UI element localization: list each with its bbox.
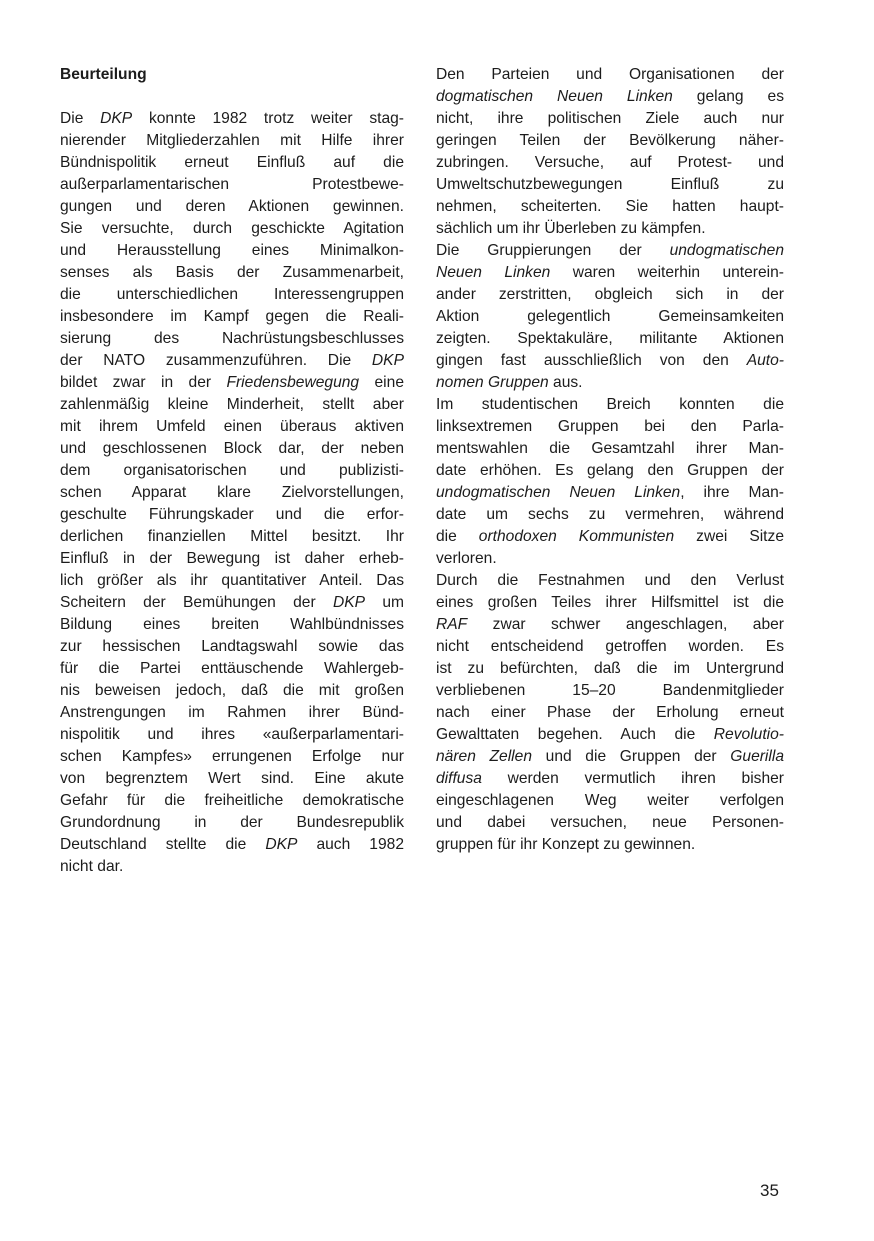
text-span: gungen und deren Aktionen gewinnen. [60, 198, 404, 215]
text-span: gingen fast ausschließlich von den [436, 352, 747, 369]
text-line [436, 350, 784, 372]
text-span: nis beweisen jedoch, daß die mit großen [60, 682, 404, 699]
text-line [436, 64, 784, 86]
text-line [436, 284, 784, 306]
text-line [436, 702, 784, 724]
text-line [60, 702, 404, 724]
text-line [436, 86, 784, 108]
text-span: sierung des Nachrüstungsbeschlusses [60, 330, 404, 347]
text-line [436, 724, 784, 746]
text-span: bildet zwar in der [60, 374, 227, 391]
text-span: konnte 1982 trotz weiter stag- [132, 110, 404, 127]
text-line [436, 240, 784, 262]
page-number: 35 [760, 1181, 779, 1200]
italic-term: dogmatischen Neuen Linken [436, 88, 673, 105]
text-line [60, 680, 404, 702]
text-line [436, 460, 784, 482]
text-span: insbesondere im Kampf gegen die Reali- [60, 308, 404, 325]
text-line [436, 262, 784, 284]
text-span: Grundordnung in der Bundesrepublik [60, 814, 404, 831]
text-line [436, 768, 784, 790]
text-span: eine [359, 374, 404, 391]
text-span: zwar schwer angeschlagen, aber [467, 616, 784, 633]
text-span: die [436, 528, 479, 545]
text-span: nehmen, scheiterten. Sie hatten haupt- [436, 198, 784, 215]
text-span: verbliebenen 15–20 Bandenmitglieder [436, 682, 784, 699]
text-line [60, 526, 404, 548]
text-span: Durch die Festnahmen und den Verlust [436, 572, 784, 589]
text-line [60, 812, 404, 834]
right-column-text [436, 64, 784, 856]
text-span: um [365, 594, 404, 611]
text-span: zahlenmäßig kleine Minderheit, stellt aber [60, 396, 404, 413]
text-span: zur hessischen Landtagswahl sowie das [60, 638, 404, 655]
text-line [60, 196, 404, 218]
italic-term: orthodoxen Kommunisten [478, 528, 675, 545]
text-span: und Herausstellung eines Minimalkon- [60, 242, 404, 259]
text-line [436, 636, 784, 658]
text-line [436, 504, 784, 526]
text-line [60, 262, 404, 284]
text-span: und die Gruppen der [532, 748, 731, 765]
text-line [60, 636, 404, 658]
text-line [60, 350, 404, 372]
text-line [60, 614, 404, 636]
italic-term: RAF [436, 616, 468, 633]
text-line [60, 482, 404, 504]
left-column-text [60, 108, 404, 878]
section-heading: Beurteilung [60, 66, 147, 83]
text-line [436, 306, 784, 328]
text-span: Die Gruppierungen der [436, 242, 670, 259]
text-span: , ihre Man- [680, 484, 784, 501]
text-span: senses als Basis der Zusammenarbeit, [60, 264, 404, 281]
text-span: ist zu befürchten, daß die im Untergrund [436, 660, 784, 677]
text-span: lich größer als ihr quantitativer Anteil. Das [60, 572, 404, 589]
text-line [60, 438, 404, 460]
text-span: schen Apparat klare Zielvorstellungen, [60, 484, 404, 501]
text-line [60, 130, 404, 152]
text-span: Im studentischen Breich konnten die [436, 396, 784, 413]
text-line [436, 438, 784, 460]
text-span: werden vermutlich ihren bisher [481, 770, 784, 787]
text-line [436, 526, 784, 548]
text-span: zeigten. Spektakuläre, militante Aktionen [436, 330, 784, 347]
text-line [436, 196, 784, 218]
text-span: mentswahlen die Gesamtzahl ihrer Man- [436, 440, 784, 457]
text-span: dem organisatorischen und publizisti- [60, 462, 404, 479]
text-span: gelang es [672, 88, 784, 105]
text-span: verloren. [436, 550, 497, 567]
right-column [436, 64, 784, 856]
text-span: geringen Teilen der Bevölkerung näher- [436, 132, 784, 149]
text-span: eingeschlagenen Weg weiter verfolgen [436, 792, 784, 809]
text-span: Einfluß in der Bewegung ist daher erheb- [60, 550, 404, 567]
text-line [60, 394, 404, 416]
text-line [436, 658, 784, 680]
text-span: gruppen für ihr Konzept zu gewinnen. [436, 836, 696, 853]
text-line [436, 130, 784, 152]
italic-term: DKP [332, 594, 366, 611]
text-line [436, 218, 784, 240]
text-line [60, 548, 404, 570]
text-span: nach einer Phase der Erholung erneut [436, 704, 784, 721]
text-span: Scheitern der Bemühungen der [60, 594, 333, 611]
text-span: schen Kampfes» errungenen Erfolge nur [60, 748, 404, 765]
text-line [436, 548, 784, 570]
text-span: nierender Mitgliederzahlen mit Hilfe ihrer [60, 132, 404, 149]
text-span: aus. [548, 374, 583, 391]
text-span: sächlich um ihr Überleben zu kämpfen. [436, 220, 706, 237]
text-span: für die Partei enttäuschende Wahlergeb- [60, 660, 404, 677]
text-line [436, 174, 784, 196]
left-column [60, 64, 404, 878]
text-line [436, 570, 784, 592]
text-line [60, 856, 404, 878]
text-span: und dabei versuchen, neue Personen- [436, 814, 784, 831]
text-span: eines großen Teiles ihrer Hilfsmittel ist die [436, 594, 784, 611]
text-span: derlichen finanziellen Mittel besitzt. Ihr [60, 528, 404, 545]
text-span: Umweltschutzbewegungen Einfluß zu [436, 176, 784, 193]
text-span: zwei Sitze [674, 528, 784, 545]
italic-term: nären Zellen [436, 748, 532, 765]
text-span: Deutschland stellte die [60, 836, 266, 853]
text-span: nicht, ihre politischen Ziele auch nur [436, 110, 784, 127]
text-line [60, 460, 404, 482]
text-line [436, 812, 784, 834]
italic-term: DKP [100, 110, 133, 127]
text-span: mit ihrem Umfeld einen überaus aktiven [60, 418, 404, 435]
text-span: nicht dar. [60, 858, 124, 875]
text-span: und geschlossenen Block dar, der neben [60, 440, 404, 457]
text-line [436, 328, 784, 350]
text-line [60, 504, 404, 526]
text-span: waren weiterhin unterein- [550, 264, 784, 281]
text-line [436, 416, 784, 438]
text-span: zubringen. Versuche, auf Protest- und [436, 154, 784, 171]
text-line [60, 724, 404, 746]
text-span: ander zerstritten, obgleich sich in der [436, 286, 784, 303]
text-line [436, 834, 784, 856]
text-span: Bündnispolitik erneut Einfluß auf die [60, 154, 404, 171]
text-line [436, 394, 784, 416]
italic-term: diffusa [436, 770, 482, 787]
text-span: linksextremen Gruppen bei den Parla- [436, 418, 784, 435]
text-span: von begrenztem Wert sind. Eine akute [60, 770, 404, 787]
text-line [60, 570, 404, 592]
text-span: Aktion gelegentlich Gemeinsamkeiten [436, 308, 784, 325]
text-span: außerparlamentarischen Protestbewe- [60, 176, 404, 193]
text-span: geschulte Führungskader und die erfor- [60, 506, 404, 523]
text-span: Anstrengungen im Rahmen ihrer Bünd- [60, 704, 404, 721]
text-span: auch 1982 [297, 836, 404, 853]
italic-term: DKP [265, 836, 298, 853]
text-line [60, 372, 404, 394]
text-line [436, 614, 784, 636]
text-span: Bildung eines breiten Wahlbündnisses [60, 616, 404, 633]
italic-term: undogmatischen Neuen Linken [436, 484, 681, 501]
text-line [60, 768, 404, 790]
text-span: Den Parteien und Organisationen der [436, 66, 784, 83]
italic-term: nomen Gruppen [436, 374, 549, 391]
text-line [60, 240, 404, 262]
text-line [436, 592, 784, 614]
text-line [436, 790, 784, 812]
text-span: Die [60, 110, 101, 127]
text-line [60, 108, 404, 130]
text-line [60, 174, 404, 196]
text-span: die unterschiedlichen Interessengruppen [60, 286, 404, 303]
italic-term: Revolutio- [713, 726, 784, 743]
text-span: date erhöhen. Es gelang den Gruppen der [436, 462, 784, 479]
text-line [436, 680, 784, 702]
italic-term: undogmatischen [669, 242, 784, 259]
text-line [60, 790, 404, 812]
text-line [60, 218, 404, 240]
text-line [60, 592, 404, 614]
text-span: Gewalttaten begehen. Auch die [436, 726, 714, 743]
text-line [60, 416, 404, 438]
text-span: der NATO zusammenzuführen. Die [60, 352, 372, 369]
text-line [436, 746, 784, 768]
italic-term: DKP [371, 352, 404, 369]
text-line [60, 306, 404, 328]
text-line [60, 328, 404, 350]
text-span: nicht entscheidend getroffen worden. Es [436, 638, 784, 655]
text-span: date um sechs zu vermehren, während [436, 506, 784, 523]
text-line [60, 746, 404, 768]
text-span: Gefahr für die freiheitliche demokratische [60, 792, 404, 809]
text-line [60, 284, 404, 306]
italic-term: Guerilla [730, 748, 784, 765]
text-line [436, 372, 784, 394]
text-line [60, 152, 404, 174]
text-line [436, 108, 784, 130]
italic-term: Neuen Linken [436, 264, 551, 281]
text-line [60, 658, 404, 680]
italic-term: Friedensbewegung [226, 374, 360, 391]
text-line [436, 152, 784, 174]
text-line [60, 834, 404, 856]
italic-term: Auto- [746, 352, 784, 369]
text-span: nispolitik und ihres «außerparlamentari- [60, 726, 404, 743]
text-line [436, 482, 784, 504]
text-span: Sie versuchte, durch geschickte Agitation [60, 220, 404, 237]
